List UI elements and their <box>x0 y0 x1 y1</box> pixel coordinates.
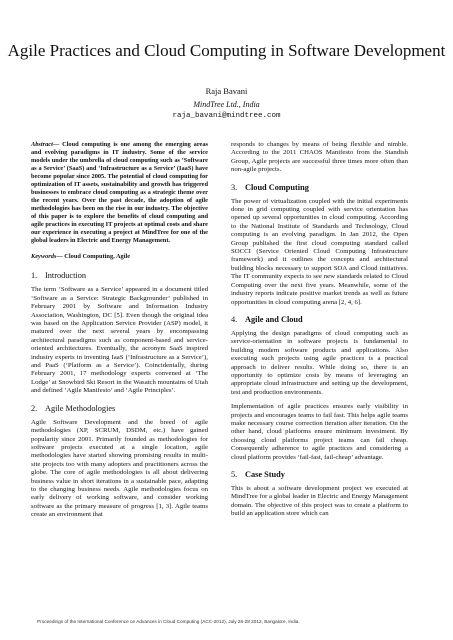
section-number: 5. <box>231 470 238 479</box>
section-heading-case-study <box>231 470 408 480</box>
section-number: 4. <box>231 314 238 324</box>
abstract-label: Abstract— <box>31 141 60 148</box>
paper-title: Agile Practices and Cloud Computing in Software Development <box>7 41 446 60</box>
abstract-text: Cloud computing is one among the emerging areas and evolving paradigms in IT industry. Some of the service models under the umbrella of cloud computing such as ‘Software as a Service’ (SaaS) and ‘Infrastructure as a Service’ (IaaS) have become popular since 2005. The potential of cloud computing for optimization of IT assets, sustainability and growth has triggered businesses to embrace cloud computing as a strategic theme over the recent years. Over the past decade, the adoption of agile methodologies has been on the rise in our industry. The objective of this paper is to explore the benefits of cloud computing and agile practices in executing IT projects at optimal costs and share our experience in executing a project at MindTree for one of the global leaders in Electric and Energy Management. <box>31 141 208 244</box>
section-number: 2. <box>31 403 38 413</box>
right-column <box>231 141 408 525</box>
section-heading-introduction <box>31 271 208 281</box>
continued-paragraph: responds to changes by means of being flexible and nimble. According to the 2011 CHAOS Manifesto from the Standish Group, Agile projects are successful three times more often than non-agile projects. <box>231 141 408 174</box>
section-body-agile-and-cloud-1: Applying the design paradigms of cloud computing such as service-orientation in software projects is fundamental to building modern software products and applications. Also executing such projects using agile practices is a practical approach to deliver results. While doing so, there is an opportunity to optimize costs by means of leveraging an appropriate cloud infrastructure and setting up the development, test and production environments. <box>231 329 408 396</box>
section-body-cloud-computing: The power of virtualization coupled with the initial experiments done in grid computing coupled with service orientation has opened up several opportunities in cloud computing. According to the National Institute of Standards and Technology, Cloud computing is an evolving paradigm. In Jan 2012, the Open Group published the first cloud computing standard called SOCCI (Service Oriented Cloud Computing Infrastructure framework) and it outlines the concepts and architectural building blocks necessary to support SOA and Cloud initiatives. The IT community expects to see new standards related to Cloud Computing over the next five years. Meanwhile, some of the industry reports indicate positive market trends as well as future opportunities in cloud computing arena [2, 4, 6]. <box>231 197 408 306</box>
section-body-introduction: The term ‘Software as a Service’ appeared in a document titled ‘Software as a Service: Strategic Backgrounder’ published in February 2001 by Software and Information Industry Association, Washington, DC [5]. Even though the original idea was based on the Application Service Provider (ASP) model, it matured over the next several years by encompassing architectural paradigms such as component-based and service-oriented architectures. Eventually, the acronym SaaS inspired industry experts in inventing IaaS (‘Infrastructure as a Service’), and PaaS (‘Platform as a Service’). Coincidentally, during February 2001, 17 methodology experts convened at ‘The Lodge’ at Snowbird Ski Resort in the Wasatch mountains of Utah and defined ‘Agile Manifesto’ and ‘Agile Principles’. <box>31 286 208 395</box>
section-title: Agile and Cloud <box>245 314 303 324</box>
keywords-text: — Cloud Computing, Agile <box>56 253 131 260</box>
section-heading-cloud-computing <box>231 183 408 193</box>
author-affiliation: MindTree Ltd., India <box>193 100 260 109</box>
section-body-case-study: This is about a software development project we executed at MindTree for a global leader in Electric and Energy Management domain. The objective of this project was to create a platform to build an application store which can <box>231 485 408 518</box>
proceedings-footer: Proceedings of the International Conference on Advances in Cloud Computing (ACC-2012), July 26-28 2012, Bangalore, India. <box>37 619 300 624</box>
keywords-label: Keywords <box>31 253 57 260</box>
author-email: raja_bavani@mindtree.com <box>172 112 281 120</box>
section-body-agile-and-cloud-2: Implementation of agile practices ensures early visibility in projects and encourages teams to fail fast. This helps agile teams make necessary course correction iteration after iteration. On the other hand, cloud platforms ensure minimum investment. By choosing cloud platforms project teams can fail cheap. Consequently adherence to agile practices and considering a cloud platform provides ‘fail-fast, fail-cheap’ advantage. <box>231 403 408 461</box>
section-heading-agile-methodologies <box>31 404 208 414</box>
left-column <box>31 141 208 526</box>
author-name: Raja Bavani <box>205 86 248 96</box>
section-body-agile-methodologies: Agile Software Development and the breed of agile methodologies (XP, SCRUM, DSDM, etc.) have gained popularity since 2001. Primarily founded as methodologies for software projects executed at a single location, agile methodologies have started showing promising results in multi-site projects too with many adopters and practitioners across the globe. The core of agile methodologies is all about delivering business value in short iterations in a sustainable pace, adapting to the changing business needs. Agile methodologies focus on early delivery of working software, and consider working software as the primary measure of progress [1, 3]. Agile teams create an environment that <box>31 418 208 519</box>
section-title: Case Study <box>245 470 285 479</box>
section-heading-agile-and-cloud <box>231 315 408 325</box>
section-number: 3. <box>231 182 238 192</box>
section-title: Cloud Computing <box>245 182 309 192</box>
abstract <box>31 141 208 245</box>
keywords <box>31 253 208 261</box>
section-title: Agile Methodologies <box>45 403 116 413</box>
section-title: Introduction <box>45 271 87 281</box>
section-number: 1. <box>31 271 38 281</box>
